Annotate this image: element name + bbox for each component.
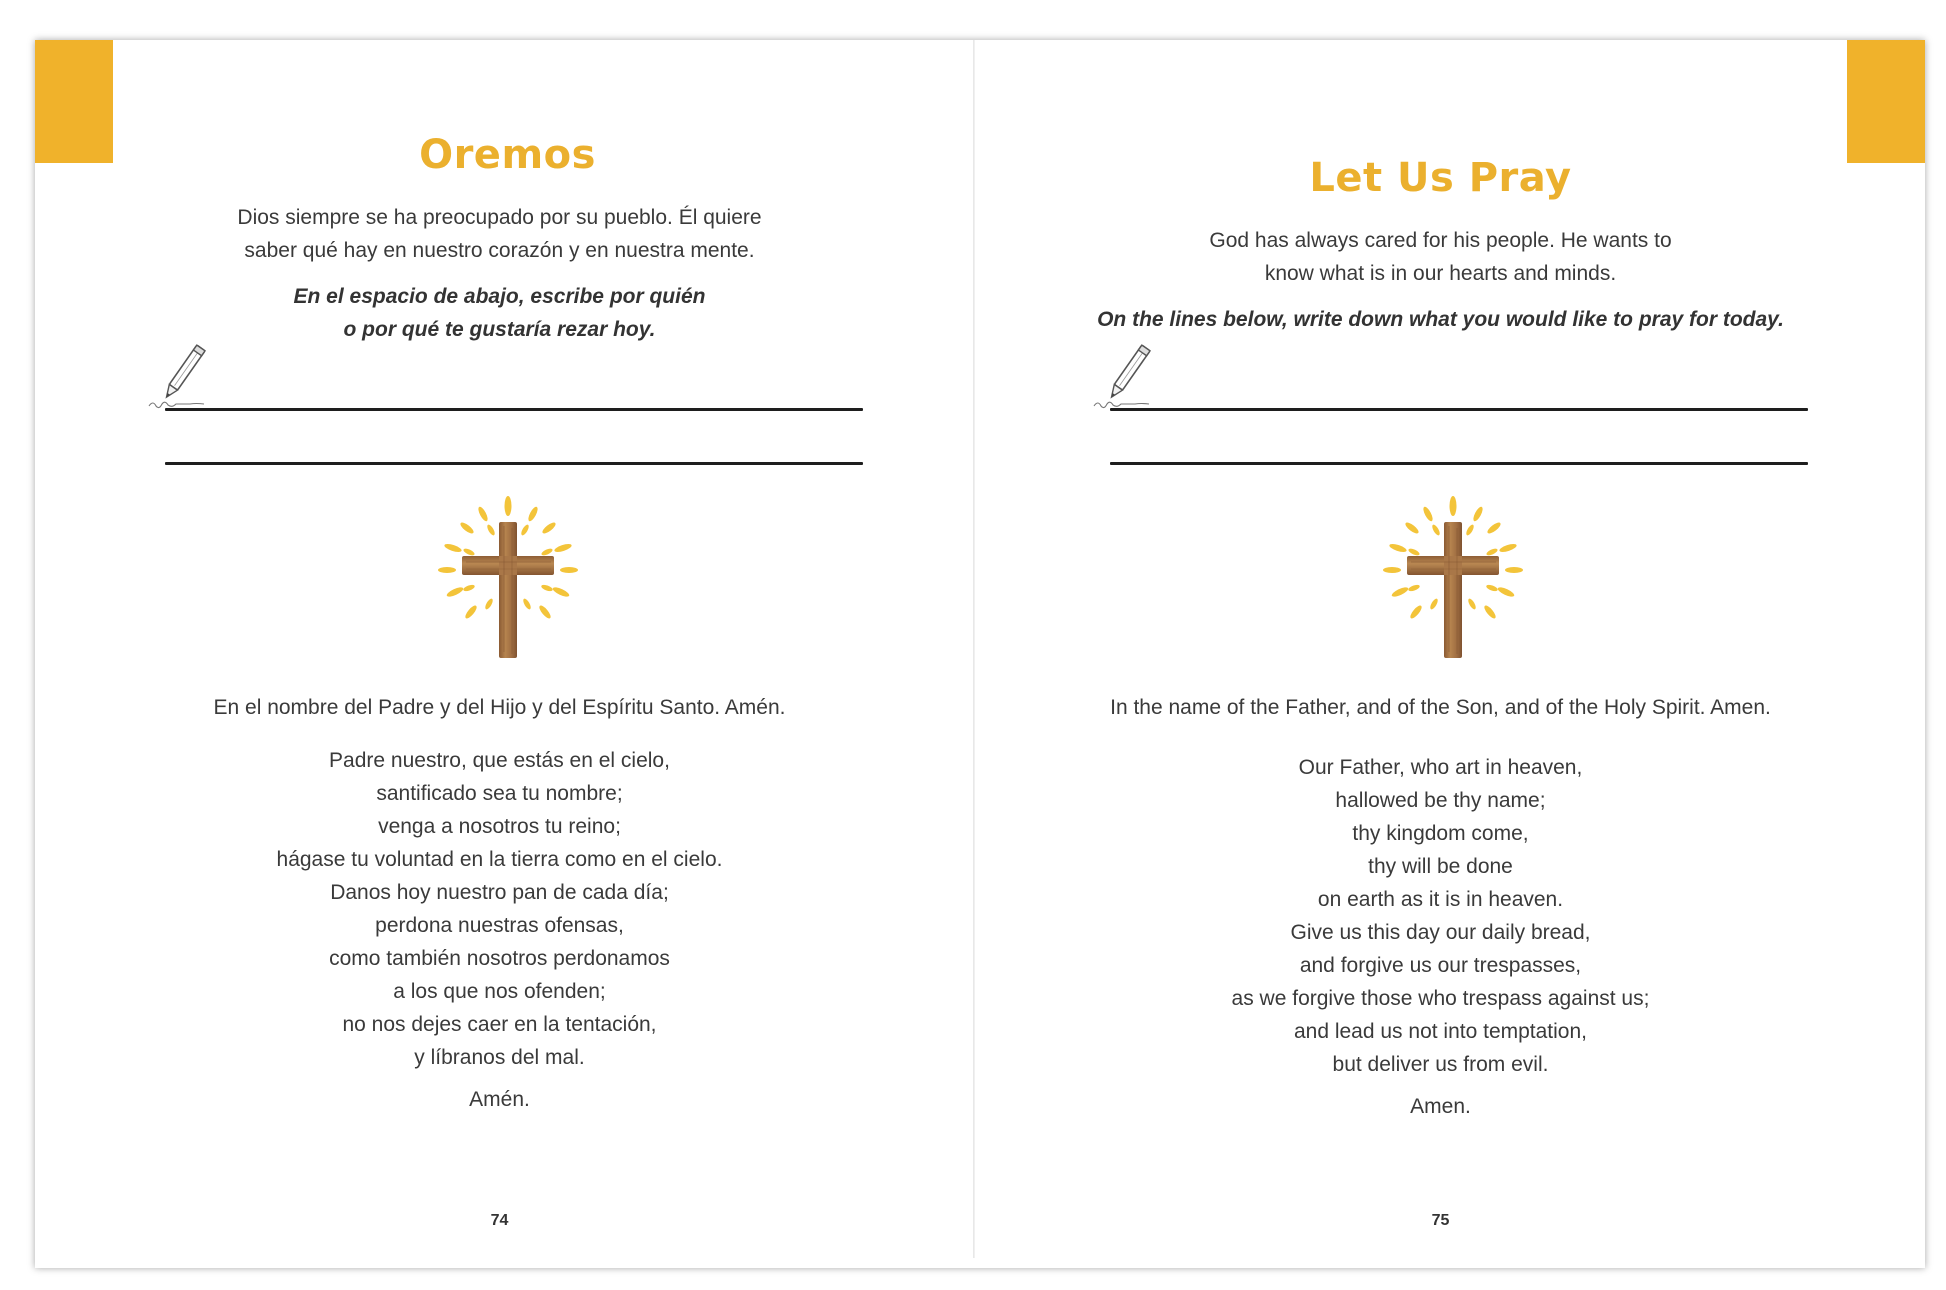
prayer-line: thy will be done — [1368, 855, 1513, 878]
prayer-line: como también nosotros perdonamos — [329, 947, 670, 970]
prayer-line: and lead us not into temptation, — [1293, 1020, 1588, 1043]
prayer-line: Padre nuestro, que estás en el cielo, — [329, 749, 670, 772]
writing-line[interactable] — [1110, 462, 1808, 465]
prayer-line: and forgive us our trespasses, — [1299, 954, 1582, 977]
prayer-line: y líbranos del mal. — [414, 1046, 585, 1069]
prayer-line: Our Father, who art in heaven, — [1298, 756, 1583, 779]
pencil-icon — [1092, 340, 1162, 410]
prayer-line: venga a nosotros tu reino; — [378, 815, 621, 838]
writing-line[interactable] — [165, 462, 863, 465]
intro-line: saber qué hay en nuestro corazón y en nuestra mente. — [244, 239, 755, 262]
intro-line: God has always cared for his people. He wants to — [1209, 229, 1672, 252]
prayer-line: santificado sea tu nombre; — [376, 782, 623, 805]
intro-text — [27, 201, 972, 267]
prayer-line: hágase tu voluntad en la tierra como en el cielo. — [276, 848, 723, 871]
prayer-line: hallowed be thy name; — [1335, 789, 1546, 812]
prayer-line: as we forgive those who trespass against us; — [1231, 987, 1650, 1010]
sign-of-cross: In the name of the Father, and of the Son, and of the Holy Spirit. Amen. — [1110, 696, 1771, 719]
writing-line[interactable] — [1110, 408, 1808, 411]
intro-line: know what is in our hearts and minds. — [1264, 262, 1617, 285]
writing-line[interactable] — [165, 408, 863, 411]
prayer-line: Danos hoy nuestro pan de cada día; — [330, 881, 669, 904]
cross-icon — [1378, 492, 1528, 662]
prayer-line: on earth as it is in heaven. — [1317, 888, 1564, 911]
right-page — [980, 40, 1925, 1268]
instruction-line: En el espacio de abajo, escribe por quién — [293, 285, 706, 308]
amen-text: Amen. — [1410, 1095, 1471, 1118]
prayer-line: perdona nuestras ofensas, — [375, 914, 624, 937]
page-number: 75 — [1431, 1212, 1450, 1229]
book-spread — [35, 40, 1925, 1268]
page-number: 74 — [490, 1212, 509, 1229]
prayer-line: a los que nos ofenden; — [393, 980, 606, 1003]
sign-of-cross: En el nombre del Padre y del Hijo y del Espíritu Santo. Amén. — [213, 696, 786, 719]
page-title: Let Us Pray — [1309, 155, 1572, 201]
instruction-text — [27, 280, 972, 346]
pencil-icon — [147, 340, 217, 410]
prayer-line: thy kingdom come, — [1352, 822, 1529, 845]
intro-text — [968, 224, 1913, 290]
prayer-text — [27, 744, 972, 1074]
prayer-line: Give us this day our daily bread, — [1290, 921, 1591, 944]
prayer-line: but deliver us from evil. — [1332, 1053, 1549, 1076]
instruction-text — [968, 303, 1913, 336]
cross-icon — [433, 492, 583, 662]
left-page — [35, 40, 980, 1268]
instruction-line: o por qué te gustaría rezar hoy. — [343, 318, 656, 341]
amen-text: Amén. — [469, 1088, 530, 1111]
intro-line: Dios siempre se ha preocupado por su pueblo. Él quiere — [237, 206, 762, 229]
instruction-line: On the lines below, write down what you would like to pray for today. — [1097, 308, 1784, 331]
prayer-line: no nos dejes caer en la tentación, — [342, 1013, 657, 1036]
page-title: Oremos — [419, 132, 596, 178]
prayer-text — [968, 751, 1913, 1081]
